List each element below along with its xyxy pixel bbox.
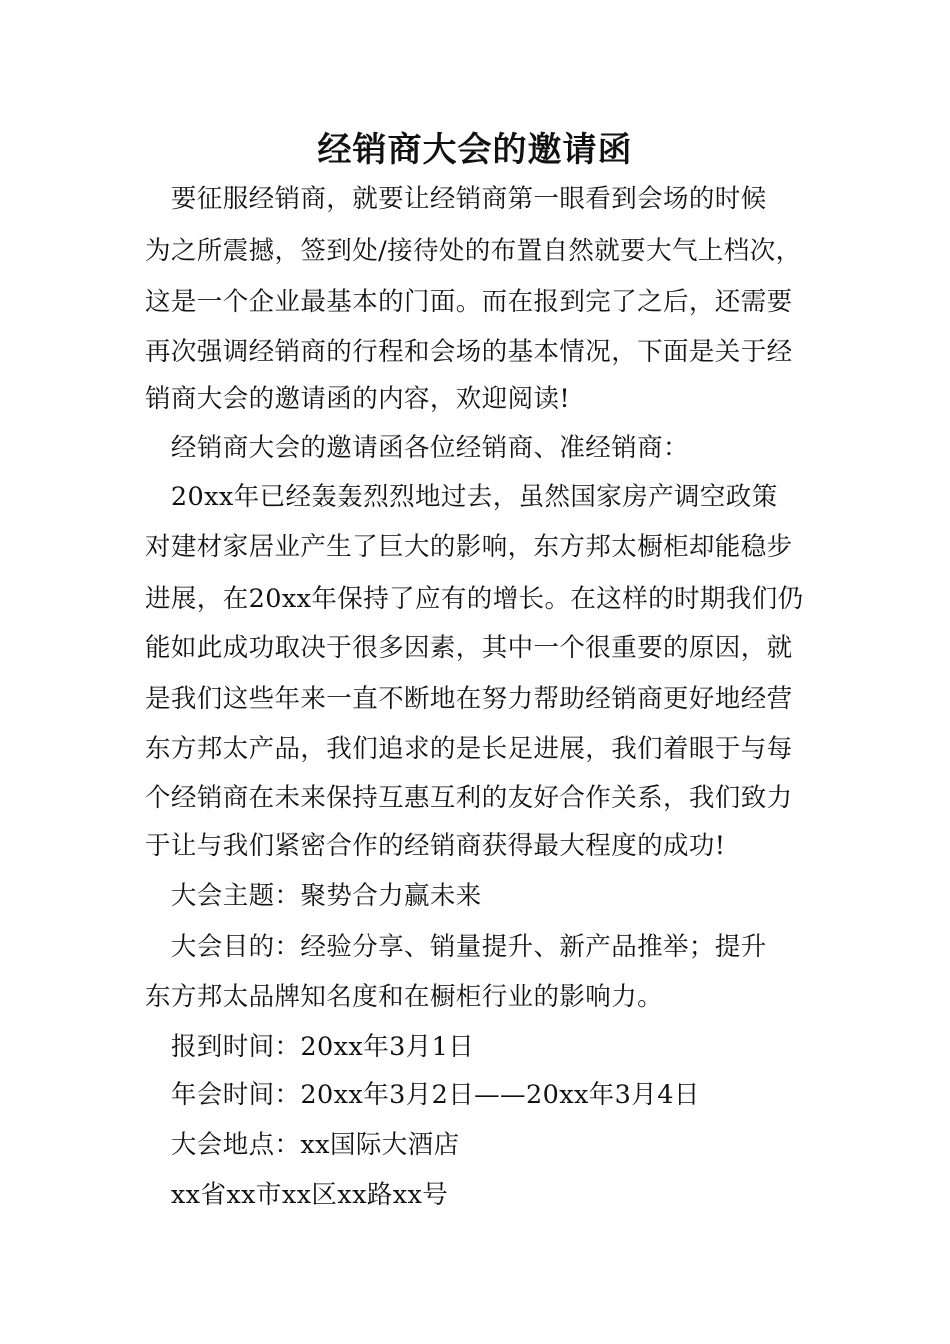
paragraph-line-19: 年会时间：20xx年3月2日——20xx年3月4日: [145, 1080, 700, 1110]
paragraph-line-21: xx省xx市xx区xx路xx号: [145, 1180, 449, 1210]
paragraph-line-5: 销商大会的邀请函的内容，欢迎阅读!: [145, 384, 571, 414]
paragraph-line-3: 这是一个企业最基本的门面。而在报到完了之后，还需要: [145, 287, 793, 317]
paragraph-line-16: 大会目的：经验分享、销量提升、新产品推举；提升: [145, 932, 767, 962]
paragraph-line-6: 经销商大会的邀请函各位经销商、准经销商：: [145, 433, 689, 463]
paragraph-line-18: 报到时间：20xx年3月1日: [145, 1032, 475, 1062]
paragraph-line-11: 是我们这些年来一直不断地在努力帮助经销商更好地经营: [145, 684, 793, 714]
paragraph-line-14: 于让与我们紧密合作的经销商获得最大程度的成功!: [145, 831, 726, 861]
paragraph-line-9: 进展，在20xx年保持了应有的增长。在这样的时期我们仍: [145, 584, 804, 614]
paragraph-line-12: 东方邦太产品，我们追求的是长足进展，我们着眼于与每: [145, 734, 793, 764]
paragraph-line-4: 再次强调经销商的行程和会场的基本情况，下面是关于经: [145, 337, 793, 367]
paragraph-line-10: 能如此成功取决于很多因素，其中一个很重要的原因，就: [145, 633, 793, 663]
paragraph-line-7: 20xx年已经轰轰烈烈地过去，虽然国家房产调空政策: [145, 482, 778, 512]
paragraph-line-15: 大会主题：聚势合力赢未来: [145, 881, 482, 911]
document-title: 经销商大会的邀请函: [317, 130, 633, 170]
paragraph-line-17: 东方邦太品牌知名度和在橱柜行业的影响力。: [145, 982, 664, 1012]
paragraph-line-1: 要征服经销商，就要让经销商第一眼看到会场的时候: [145, 184, 767, 214]
paragraph-line-13: 个经销商在未来保持互惠互利的友好合作关系，我们致力: [145, 783, 793, 813]
paragraph-line-8: 对建材家居业产生了巨大的影响，东方邦太橱柜却能稳步: [145, 532, 793, 562]
paragraph-line-2: 为之所震撼，签到处/接待处的布置自然就要大气上档次，: [145, 236, 802, 266]
paragraph-line-20: 大会地点：xx国际大酒店: [145, 1130, 460, 1160]
